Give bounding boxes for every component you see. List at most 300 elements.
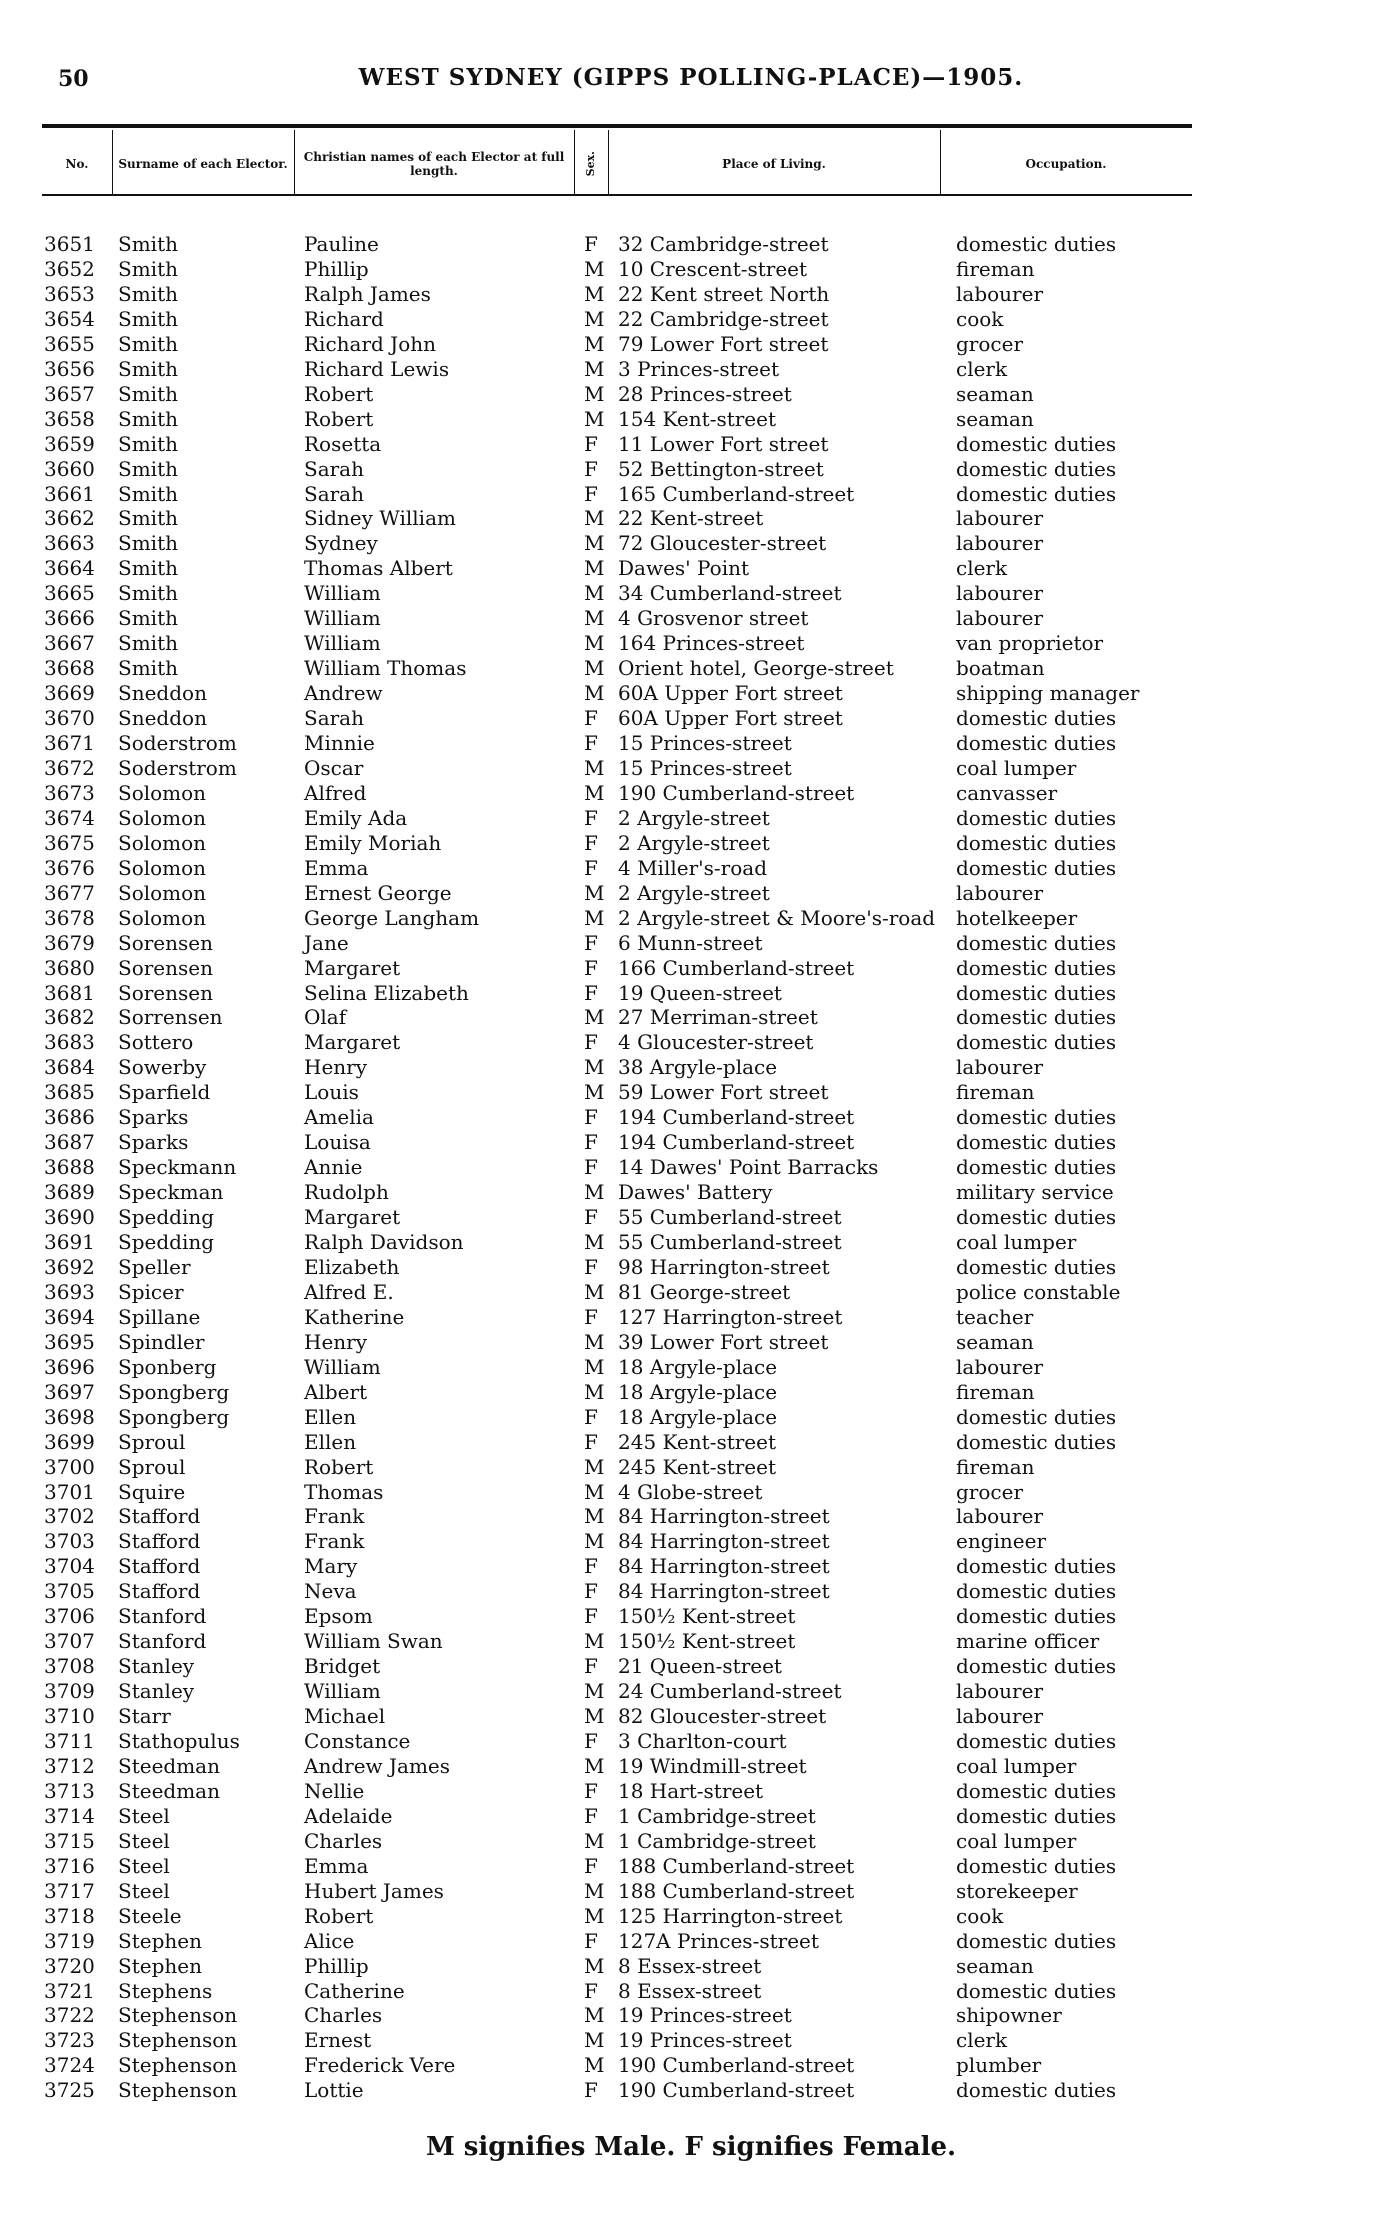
surname: Stephen bbox=[118, 1928, 202, 1953]
table-row bbox=[0, 1504, 1382, 1529]
elector-number: 3715 bbox=[44, 1828, 95, 1853]
occupation: clerk bbox=[956, 2028, 1008, 2053]
occupation: domestic duties bbox=[956, 1404, 1117, 1429]
place-of-living: 84 Harrington-street bbox=[618, 1579, 830, 1604]
table-row bbox=[0, 1430, 1382, 1455]
elector-number: 3662 bbox=[44, 506, 95, 531]
sex: F bbox=[584, 1554, 598, 1579]
place-of-living: 245 Kent-street bbox=[618, 1429, 777, 1454]
occupation: shipping manager bbox=[956, 681, 1140, 706]
table-row bbox=[0, 831, 1382, 856]
table-row bbox=[0, 1804, 1382, 1829]
sex: F bbox=[584, 955, 598, 980]
surname: Speckman bbox=[118, 1180, 224, 1205]
occupation: domestic duties bbox=[956, 1130, 1117, 1155]
occupation: labourer bbox=[956, 1504, 1044, 1529]
table-row bbox=[0, 1380, 1382, 1405]
table-row bbox=[0, 1330, 1382, 1355]
occupation: domestic duties bbox=[956, 1554, 1117, 1579]
sex: F bbox=[584, 930, 598, 955]
occupation: fireman bbox=[956, 256, 1035, 281]
table-row bbox=[0, 1604, 1382, 1629]
christian-names: Thomas bbox=[304, 1479, 384, 1504]
surname: Sorensen bbox=[118, 980, 213, 1005]
christian-names: William bbox=[304, 581, 381, 606]
place-of-living: 84 Harrington-street bbox=[618, 1554, 830, 1579]
place-of-living: 22 Kent street North bbox=[618, 281, 830, 306]
table-row bbox=[0, 1030, 1382, 1055]
occupation: van proprietor bbox=[956, 631, 1104, 656]
sex: F bbox=[584, 1205, 598, 1230]
table-row bbox=[0, 1255, 1382, 1280]
table-row bbox=[0, 506, 1382, 531]
place-of-living: 166 Cumberland-street bbox=[618, 955, 855, 980]
sex: F bbox=[584, 1604, 598, 1629]
place-of-living: 188 Cumberland-street bbox=[618, 1853, 855, 1878]
column-divider bbox=[574, 130, 575, 194]
elector-number: 3719 bbox=[44, 1928, 95, 1953]
table-row bbox=[0, 1954, 1382, 1979]
christian-names: William bbox=[304, 631, 381, 656]
place-of-living: 4 Grosvenor street bbox=[618, 606, 809, 631]
occupation: engineer bbox=[956, 1529, 1047, 1554]
christian-names: Louisa bbox=[304, 1130, 371, 1155]
surname: Squire bbox=[118, 1479, 186, 1504]
surname: Starr bbox=[118, 1704, 171, 1729]
table-row bbox=[0, 531, 1382, 556]
sex: M bbox=[584, 356, 605, 381]
occupation: domestic duties bbox=[956, 481, 1117, 506]
elector-number: 3714 bbox=[44, 1803, 95, 1828]
place-of-living: 3 Charlton-court bbox=[618, 1729, 787, 1753]
place-of-living: 6 Munn-street bbox=[618, 930, 763, 955]
table-row bbox=[0, 1754, 1382, 1779]
place-of-living: 39 Lower Fort street bbox=[618, 1329, 829, 1354]
surname: Smith bbox=[118, 456, 178, 481]
surname: Sorensen bbox=[118, 955, 213, 980]
sex: M bbox=[584, 1454, 605, 1479]
surname: Speckmann bbox=[118, 1155, 237, 1180]
sex: M bbox=[584, 1679, 605, 1704]
place-of-living: 4 Gloucester-street bbox=[618, 1030, 814, 1055]
christian-names: Alfred bbox=[304, 780, 367, 805]
christian-names: Andrew bbox=[304, 681, 383, 706]
occupation: domestic duties bbox=[956, 2078, 1117, 2103]
christian-names: Mary bbox=[304, 1554, 358, 1579]
christian-names: Thomas Albert bbox=[304, 556, 453, 581]
table-row bbox=[0, 1455, 1382, 1480]
occupation: seaman bbox=[956, 406, 1034, 431]
sex: F bbox=[584, 830, 598, 855]
occupation: clerk bbox=[956, 356, 1008, 381]
place-of-living: 190 Cumberland-street bbox=[618, 2078, 855, 2103]
sex: M bbox=[584, 256, 605, 281]
table-row bbox=[0, 1205, 1382, 1230]
christian-names: Minnie bbox=[304, 731, 375, 755]
surname: Stanford bbox=[118, 1629, 207, 1654]
elector-number: 3686 bbox=[44, 1105, 95, 1130]
occupation: labourer bbox=[956, 1679, 1044, 1704]
surname: Smith bbox=[118, 556, 178, 581]
christian-names: Albert bbox=[304, 1379, 368, 1404]
christian-names: Andrew James bbox=[304, 1753, 451, 1778]
table-row bbox=[0, 1579, 1382, 1604]
column-divider bbox=[940, 130, 941, 194]
elector-number: 3706 bbox=[44, 1604, 95, 1629]
surname: Solomon bbox=[118, 905, 207, 930]
sex: F bbox=[584, 1803, 598, 1828]
occupation: cook bbox=[956, 1903, 1004, 1928]
elector-number: 3722 bbox=[44, 2003, 95, 2028]
elector-number: 3692 bbox=[44, 1254, 95, 1279]
elector-number: 3681 bbox=[44, 980, 95, 1005]
elector-number: 3664 bbox=[44, 556, 95, 581]
occupation: labourer bbox=[956, 880, 1044, 905]
table-row bbox=[0, 1230, 1382, 1255]
christian-names: Louis bbox=[304, 1080, 359, 1105]
table-row bbox=[0, 606, 1382, 631]
occupation: domestic duties bbox=[956, 1005, 1117, 1030]
sex: F bbox=[584, 805, 598, 830]
place-of-living: 38 Argyle-place bbox=[618, 1055, 778, 1080]
header-rule-top bbox=[42, 124, 1192, 128]
occupation: domestic duties bbox=[956, 1155, 1117, 1180]
occupation: fireman bbox=[956, 1379, 1035, 1404]
sex: M bbox=[584, 281, 605, 306]
place-of-living: 52 Bettington-street bbox=[618, 456, 824, 481]
place-of-living: 2 Argyle-street bbox=[618, 830, 770, 855]
sex: M bbox=[584, 681, 605, 706]
place-of-living: 154 Kent-street bbox=[618, 406, 777, 431]
christian-names: Lottie bbox=[304, 2078, 364, 2103]
surname: Smith bbox=[118, 406, 178, 431]
place-of-living: 2 Argyle-street bbox=[618, 880, 770, 905]
column-header-surname: Surname of each Elector. bbox=[118, 157, 288, 171]
elector-number: 3720 bbox=[44, 1953, 95, 1978]
surname: Stephen bbox=[118, 1953, 202, 1978]
sex-header-label: Sex. bbox=[584, 151, 597, 177]
occupation: plumber bbox=[956, 2053, 1042, 2078]
occupation: police constable bbox=[956, 1279, 1121, 1304]
surname: Sorrensen bbox=[118, 1005, 223, 1030]
elector-number: 3697 bbox=[44, 1379, 95, 1404]
surname: Steedman bbox=[118, 1778, 220, 1803]
elector-number: 3698 bbox=[44, 1404, 95, 1429]
christian-names: Ellen bbox=[304, 1404, 357, 1429]
sex: M bbox=[584, 1080, 605, 1105]
occupation: labourer bbox=[956, 606, 1044, 631]
occupation: labourer bbox=[956, 531, 1044, 556]
elector-number: 3708 bbox=[44, 1654, 95, 1679]
sex: F bbox=[584, 1404, 598, 1429]
elector-number: 3703 bbox=[44, 1529, 95, 1554]
elector-number: 3651 bbox=[44, 232, 95, 256]
sex: M bbox=[584, 381, 605, 406]
table-row bbox=[0, 1005, 1382, 1030]
sex: M bbox=[584, 1903, 605, 1928]
occupation: domestic duties bbox=[956, 1853, 1117, 1878]
place-of-living: 15 Princes-street bbox=[618, 755, 792, 780]
occupation: domestic duties bbox=[956, 1105, 1117, 1130]
christian-names: Sarah bbox=[304, 481, 364, 506]
surname: Smith bbox=[118, 581, 178, 606]
sex: F bbox=[584, 1254, 598, 1279]
place-of-living: 15 Princes-street bbox=[618, 731, 792, 755]
surname: Solomon bbox=[118, 805, 207, 830]
sex: F bbox=[584, 731, 598, 755]
surname: Stathopulus bbox=[118, 1729, 240, 1753]
place-of-living: 127A Princes-street bbox=[618, 1928, 819, 1953]
christian-names: Ralph James bbox=[304, 281, 431, 306]
elector-number: 3716 bbox=[44, 1853, 95, 1878]
surname: Stafford bbox=[118, 1579, 201, 1604]
christian-names: Rosetta bbox=[304, 431, 382, 456]
table-row bbox=[0, 881, 1382, 906]
christian-names: Sidney William bbox=[304, 506, 456, 531]
christian-names: Richard bbox=[304, 306, 384, 331]
occupation: domestic duties bbox=[956, 1778, 1117, 1803]
christian-names: Charles bbox=[304, 1828, 383, 1853]
table-row bbox=[0, 1679, 1382, 1704]
elector-number: 3725 bbox=[44, 2078, 95, 2103]
sex: M bbox=[584, 1055, 605, 1080]
surname: Sproul bbox=[118, 1429, 186, 1454]
table-row bbox=[0, 1854, 1382, 1879]
surname: Spongberg bbox=[118, 1404, 230, 1429]
sex: F bbox=[584, 1654, 598, 1679]
occupation: clerk bbox=[956, 556, 1008, 581]
surname: Stanley bbox=[118, 1679, 195, 1704]
surname: Sowerby bbox=[118, 1055, 207, 1080]
elector-number: 3699 bbox=[44, 1429, 95, 1454]
occupation: labourer bbox=[956, 581, 1044, 606]
place-of-living: 28 Princes-street bbox=[618, 381, 792, 406]
table-row bbox=[0, 2078, 1382, 2103]
sex: F bbox=[584, 1579, 598, 1604]
place-of-living: 82 Gloucester-street bbox=[618, 1704, 827, 1729]
occupation: domestic duties bbox=[956, 1803, 1117, 1828]
occupation: storekeeper bbox=[956, 1878, 1078, 1903]
place-of-living: 150½ Kent-street bbox=[618, 1629, 796, 1654]
sex: F bbox=[584, 2078, 598, 2103]
elector-number: 3653 bbox=[44, 281, 95, 306]
elector-number: 3669 bbox=[44, 681, 95, 706]
place-of-living: 24 Cumberland-street bbox=[618, 1679, 842, 1704]
elector-number: 3707 bbox=[44, 1629, 95, 1654]
christian-names: Olaf bbox=[304, 1005, 347, 1030]
christian-names: Margaret bbox=[304, 1030, 401, 1055]
sex: M bbox=[584, 1230, 605, 1254]
sex: M bbox=[584, 2003, 605, 2028]
christian-names: Adelaide bbox=[304, 1803, 393, 1828]
place-of-living: 165 Cumberland-street bbox=[618, 481, 855, 506]
table-row bbox=[0, 2028, 1382, 2053]
table-row bbox=[0, 1105, 1382, 1130]
place-of-living: 1 Cambridge-street bbox=[618, 1828, 816, 1853]
christian-names: Emma bbox=[304, 1853, 369, 1878]
sex: M bbox=[584, 905, 605, 930]
occupation: marine officer bbox=[956, 1629, 1100, 1654]
header-rule-bottom bbox=[42, 194, 1192, 196]
christian-names: Robert bbox=[304, 406, 374, 431]
elector-number: 3717 bbox=[44, 1878, 95, 1903]
occupation: domestic duties bbox=[956, 1254, 1117, 1279]
sex: M bbox=[584, 1629, 605, 1654]
surname: Smith bbox=[118, 531, 178, 556]
place-of-living: 3 Princes-street bbox=[618, 356, 780, 381]
occupation: seaman bbox=[956, 381, 1034, 406]
table-row bbox=[0, 1480, 1382, 1505]
sex: M bbox=[584, 1828, 605, 1853]
sex: M bbox=[584, 1354, 605, 1379]
column-header-place: Place of Living. bbox=[722, 157, 826, 171]
place-of-living: 60A Upper Fort street bbox=[618, 681, 843, 706]
christian-names: Phillip bbox=[304, 1953, 369, 1978]
elector-number: 3689 bbox=[44, 1180, 95, 1205]
occupation: seaman bbox=[956, 1329, 1034, 1354]
surname: Spedding bbox=[118, 1205, 215, 1230]
column-header-christian: Christian names of each Elector at full length. bbox=[303, 150, 565, 178]
occupation: domestic duties bbox=[956, 805, 1117, 830]
table-row bbox=[0, 1904, 1382, 1929]
sex: M bbox=[584, 1279, 605, 1304]
christian-names: Rudolph bbox=[304, 1180, 389, 1205]
table-row bbox=[0, 1704, 1382, 1729]
surname: Smith bbox=[118, 481, 178, 506]
sex: F bbox=[584, 855, 598, 880]
sex: F bbox=[584, 481, 598, 506]
place-of-living: 59 Lower Fort street bbox=[618, 1080, 829, 1105]
place-of-living: 55 Cumberland-street bbox=[618, 1230, 842, 1254]
table-row bbox=[0, 781, 1382, 806]
sex: M bbox=[584, 331, 605, 356]
surname: Smith bbox=[118, 506, 178, 531]
surname: Speller bbox=[118, 1254, 191, 1279]
table-row bbox=[0, 282, 1382, 307]
footer-legend: M signifies Male. F signifies Female. bbox=[425, 2132, 957, 2162]
occupation: domestic duties bbox=[956, 855, 1117, 880]
table-row bbox=[0, 656, 1382, 681]
table-row bbox=[0, 1629, 1382, 1654]
occupation: fireman bbox=[956, 1080, 1035, 1105]
elector-number: 3691 bbox=[44, 1230, 95, 1254]
occupation: domestic duties bbox=[956, 1978, 1117, 2003]
occupation: labourer bbox=[956, 281, 1044, 306]
surname: Sorensen bbox=[118, 930, 213, 955]
surname: Spillane bbox=[118, 1304, 201, 1329]
christian-names: Hubert James bbox=[304, 1878, 444, 1903]
christian-names: Michael bbox=[304, 1704, 386, 1729]
elector-number: 3685 bbox=[44, 1080, 95, 1105]
sex: M bbox=[584, 1953, 605, 1978]
place-of-living: 18 Argyle-place bbox=[618, 1379, 778, 1404]
elector-number: 3661 bbox=[44, 481, 95, 506]
table-row bbox=[0, 382, 1382, 407]
place-of-living: 18 Argyle-place bbox=[618, 1404, 778, 1429]
surname: Stafford bbox=[118, 1554, 201, 1579]
sex: M bbox=[584, 2053, 605, 2078]
christian-names: Sydney bbox=[304, 531, 378, 556]
christian-names: Robert bbox=[304, 381, 374, 406]
sex: F bbox=[584, 980, 598, 1005]
surname: Steel bbox=[118, 1853, 170, 1878]
surname: Solomon bbox=[118, 780, 207, 805]
occupation: domestic duties bbox=[956, 431, 1117, 456]
sex: M bbox=[584, 780, 605, 805]
table-row bbox=[0, 1879, 1382, 1904]
table-row bbox=[0, 307, 1382, 332]
table-row bbox=[0, 631, 1382, 656]
elector-number: 3709 bbox=[44, 1679, 95, 1704]
occupation: hotelkeeper bbox=[956, 905, 1078, 930]
table-row bbox=[0, 1729, 1382, 1754]
place-of-living: 84 Harrington-street bbox=[618, 1529, 830, 1554]
occupation: labourer bbox=[956, 506, 1044, 531]
surname: Stafford bbox=[118, 1504, 201, 1529]
surname: Stephenson bbox=[118, 2053, 238, 2078]
christian-names: Sarah bbox=[304, 456, 364, 481]
elector-number: 3679 bbox=[44, 930, 95, 955]
place-of-living: 32 Cambridge-street bbox=[618, 232, 829, 256]
place-of-living: 245 Kent-street bbox=[618, 1454, 777, 1479]
christian-names: Ellen bbox=[304, 1429, 357, 1454]
surname: Soderstrom bbox=[118, 755, 237, 780]
surname: Stanford bbox=[118, 1604, 207, 1629]
elector-number: 3721 bbox=[44, 1978, 95, 2003]
sex: M bbox=[584, 656, 605, 681]
occupation: military service bbox=[956, 1180, 1114, 1205]
sex: F bbox=[584, 1155, 598, 1180]
christian-names: Richard Lewis bbox=[304, 356, 450, 381]
table-row bbox=[0, 1529, 1382, 1554]
christian-names: Elizabeth bbox=[304, 1254, 400, 1279]
column-divider bbox=[112, 130, 113, 194]
sex: M bbox=[584, 1878, 605, 1903]
elector-number: 3682 bbox=[44, 1005, 95, 1030]
table-row bbox=[0, 756, 1382, 781]
elector-number: 3710 bbox=[44, 1704, 95, 1729]
column-divider bbox=[294, 130, 295, 194]
surname: Steele bbox=[118, 1903, 182, 1928]
occupation: labourer bbox=[956, 1055, 1044, 1080]
christian-names: Pauline bbox=[304, 232, 379, 256]
page-number: 50 bbox=[58, 66, 89, 92]
elector-number: 3713 bbox=[44, 1778, 95, 1803]
surname: Smith bbox=[118, 631, 178, 656]
table-row bbox=[0, 956, 1382, 981]
sex: M bbox=[584, 1180, 605, 1205]
occupation: domestic duties bbox=[956, 706, 1117, 731]
surname: Smith bbox=[118, 232, 178, 256]
place-of-living: 72 Gloucester-street bbox=[618, 531, 827, 556]
christian-names: Ernest bbox=[304, 2028, 372, 2053]
place-of-living: 98 Harrington-street bbox=[618, 1254, 830, 1279]
elector-number: 3670 bbox=[44, 706, 95, 731]
table-row bbox=[0, 1554, 1382, 1579]
elector-number: 3665 bbox=[44, 581, 95, 606]
place-of-living: 10 Crescent-street bbox=[618, 256, 808, 281]
christian-names: Selina Elizabeth bbox=[304, 980, 469, 1005]
table-row bbox=[0, 906, 1382, 931]
christian-names: Bridget bbox=[304, 1654, 381, 1679]
christian-names: Epsom bbox=[304, 1604, 373, 1629]
place-of-living: Dawes' Point bbox=[618, 556, 750, 581]
column-header-sex bbox=[576, 136, 606, 192]
place-of-living: 14 Dawes' Point Barracks bbox=[618, 1155, 879, 1180]
occupation: domestic duties bbox=[956, 1654, 1117, 1679]
table-row bbox=[0, 731, 1382, 756]
surname: Smith bbox=[118, 256, 178, 281]
